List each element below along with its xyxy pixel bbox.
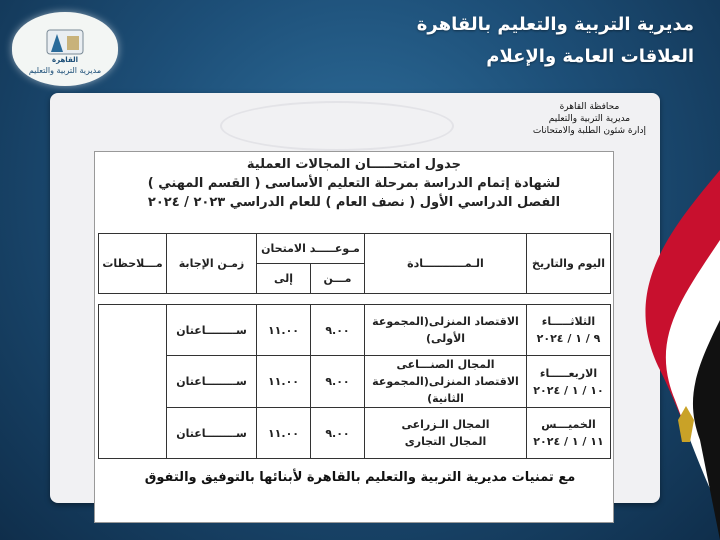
table-row bbox=[99, 408, 611, 459]
subject-line-2: الاقتصاد المنزلى(المجموعة الثانية) bbox=[372, 375, 519, 405]
subject-cell bbox=[365, 356, 527, 408]
department-line-3: إدارة شئون الطلبة والامتحانات bbox=[532, 126, 646, 136]
cairo-directorate-emblem-icon bbox=[43, 24, 87, 64]
department-line-1: محافظة القاهرة bbox=[559, 102, 620, 112]
subject-line-2: المجال التجارى bbox=[404, 435, 487, 448]
header-notes: مـــلاحظات bbox=[99, 234, 167, 294]
table-header-row bbox=[99, 234, 611, 264]
table-row bbox=[99, 305, 611, 356]
to-cell: ١١.٠٠ bbox=[257, 305, 311, 356]
header-from: مـــن bbox=[311, 264, 365, 294]
page-header bbox=[417, 12, 694, 70]
logo-title: القاهرة bbox=[51, 55, 79, 64]
header-day: اليوم والتاريخ bbox=[527, 234, 611, 294]
subject-line-1: المجال الصنـــاعى bbox=[396, 358, 495, 371]
exam-date: ١٠ / ١ / ٢٠٢٤ bbox=[533, 383, 604, 397]
duration-cell: ســــــــاعتان bbox=[167, 356, 257, 408]
exam-date: ١١ / ١ / ٢٠٢٤ bbox=[533, 435, 604, 448]
to-cell: ١١.٠٠ bbox=[257, 408, 311, 459]
department-block bbox=[533, 101, 646, 137]
schedule-title bbox=[95, 152, 613, 212]
from-cell: ٩.٠٠ bbox=[311, 305, 365, 356]
watermark-emblem bbox=[220, 101, 454, 151]
day-name: الثلاثـــــاء bbox=[541, 315, 596, 328]
from-cell: ٩.٠٠ bbox=[311, 408, 365, 459]
header-duration: زمـن الإجابة bbox=[167, 234, 257, 294]
schedule-title-line-3: الفصل الدراسي الأول ( نصف العام ) للعام الدراسي ٢٠٢٣ / ٢٠٢٤ bbox=[147, 195, 561, 210]
subject-cell bbox=[365, 408, 527, 459]
day-cell bbox=[527, 408, 611, 459]
header-to: إلى bbox=[257, 264, 311, 294]
footer-wishes: مع تمنيات مديرية التربية والتعليم بالقاهرة لأبنائها بالتوفيق والتفوق bbox=[144, 470, 576, 485]
duration-cell: ســــــــاعتان bbox=[167, 408, 257, 459]
day-name: الاربعـــــاء bbox=[539, 366, 598, 380]
notes-cell bbox=[99, 305, 167, 459]
day-cell bbox=[527, 305, 611, 356]
exam-schedule-sheet bbox=[94, 151, 614, 523]
header-subject: الـمـــــــــــادة bbox=[365, 234, 527, 294]
directorate-logo bbox=[12, 12, 118, 86]
to-cell: ١١.٠٠ bbox=[257, 356, 311, 408]
schedule-table bbox=[98, 233, 611, 459]
schedule-title-line-2: لشهادة إتمام الدراسة بمرحلة التعليم الأساسى ( القسم المهني ) bbox=[147, 176, 561, 191]
day-cell bbox=[527, 356, 611, 408]
schedule-title-line-1: جدول امتحـــــان المجالات العملية bbox=[246, 157, 462, 172]
subject-line-1: المجال الـزراعى bbox=[401, 418, 490, 431]
header-schedule: مـوعـــــد الامتحان bbox=[257, 234, 365, 264]
department-line-2: مديرية التربية والتعليم bbox=[548, 114, 631, 124]
header-line-2: العلاقات العامة والإعلام bbox=[486, 46, 694, 67]
duration-cell: ســــــــاعتان bbox=[167, 305, 257, 356]
from-cell: ٩.٠٠ bbox=[311, 356, 365, 408]
subject-line-1: الاقتصاد المنزلى(المجموعة الأولى) bbox=[372, 315, 519, 345]
table-row bbox=[99, 356, 611, 408]
header-line-1: مديرية التربية والتعليم بالقاهرة bbox=[416, 14, 694, 35]
egypt-flag-ribbon-icon bbox=[600, 170, 720, 540]
announcement-card bbox=[50, 93, 660, 503]
subject-cell bbox=[365, 305, 527, 356]
day-name: الخميـــس bbox=[541, 418, 596, 431]
logo-caption: مديرية التربية والتعليم bbox=[28, 65, 102, 75]
table-spacer bbox=[99, 294, 611, 305]
exam-date: ٩ / ١ / ٢٠٢٤ bbox=[536, 332, 601, 345]
